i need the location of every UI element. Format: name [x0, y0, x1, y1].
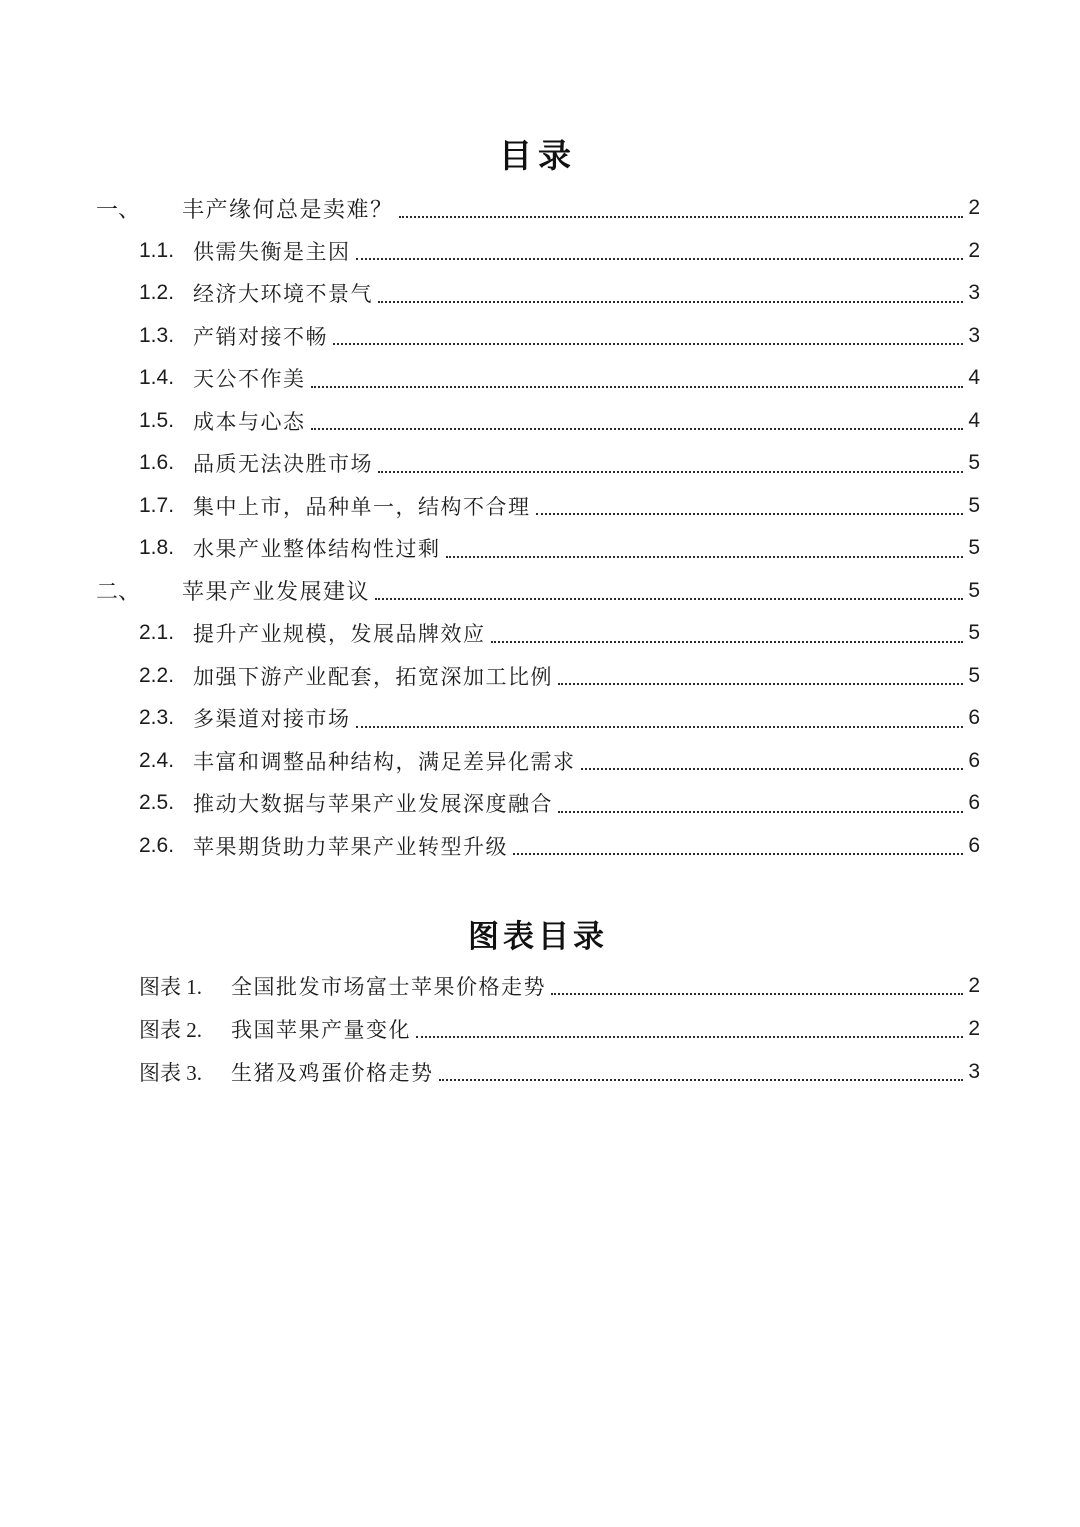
figure-entry[interactable] — [96, 1007, 980, 1050]
figure-entry[interactable] — [96, 964, 980, 1007]
toc-entry[interactable] — [96, 315, 980, 358]
toc-entry-page: 2 — [968, 238, 980, 262]
toc-leader-dots — [311, 386, 964, 388]
toc-entry-label: 推动大数据与苹果产业发展深度融合 — [193, 792, 553, 817]
toc-entry-label: 成本与心态 — [193, 409, 306, 434]
toc-entry[interactable] — [96, 272, 980, 315]
figure-entry[interactable] — [96, 1050, 980, 1093]
toc-entry-number: 1.2. — [139, 281, 175, 305]
toc-entry-label: 天公不作美 — [193, 367, 306, 392]
toc-entry-page: 4 — [968, 366, 980, 390]
toc-leader-dots — [311, 428, 964, 430]
toc-entry-number: 1.8. — [139, 536, 175, 560]
toc-entry[interactable] — [96, 442, 980, 485]
toc-entry[interactable] — [96, 485, 980, 528]
toc-entry[interactable] — [96, 740, 980, 783]
figure-entry-label: 我国苹果产量变化 — [231, 1017, 411, 1042]
toc-leader-dots — [356, 258, 964, 260]
figure-entry-label: 全国批发市场富士苹果价格走势 — [231, 974, 546, 999]
toc-entry[interactable] — [96, 570, 980, 613]
toc-entry-label: 品质无法决胜市场 — [193, 452, 373, 477]
toc-entry-page: 2 — [968, 196, 980, 220]
toc-entry-page: 5 — [968, 663, 980, 687]
toc-entry-page: 6 — [968, 833, 980, 857]
toc-entry-label: 集中上市，品种单一，结构不合理 — [193, 494, 531, 519]
toc-entry-number: 2.3. — [139, 706, 175, 730]
toc-entry[interactable] — [96, 357, 980, 400]
toc-leader-dots — [581, 768, 964, 770]
toc-entry-number: 1.7. — [139, 493, 175, 517]
toc-leader-dots — [356, 726, 964, 728]
toc-entry[interactable] — [96, 400, 980, 443]
toc-leader-dots — [378, 471, 963, 473]
toc-entry[interactable] — [96, 697, 980, 740]
toc-content — [96, 0, 980, 1093]
toc-entry-page: 6 — [968, 748, 980, 772]
toc-entry-page: 4 — [968, 408, 980, 432]
toc-leader-dots — [491, 641, 964, 643]
toc-leader-dots — [439, 1079, 964, 1081]
toc-entry[interactable] — [96, 825, 980, 868]
figure-entry-label: 生猪及鸡蛋价格走势 — [231, 1060, 434, 1085]
toc-entry-page: 5 — [968, 451, 980, 475]
toc-entry-page: 3 — [968, 281, 980, 305]
toc-leader-dots — [558, 683, 963, 685]
toc-entry-page: 3 — [968, 323, 980, 347]
figures-list — [96, 964, 980, 1093]
figure-entry-number: 图表 1. — [139, 974, 202, 999]
toc-entry-label: 苹果产业发展建议 — [182, 579, 371, 605]
toc-entry[interactable] — [96, 230, 980, 273]
toc-leader-dots — [446, 556, 964, 558]
toc-entry[interactable] — [96, 527, 980, 570]
toc-entry-label: 多渠道对接市场 — [193, 707, 351, 732]
toc-leader-dots — [375, 598, 963, 600]
toc-entry-page: 5 — [968, 578, 980, 602]
toc-entry-label: 苹果期货助力苹果产业转型升级 — [193, 834, 508, 859]
toc-entry-label: 产销对接不畅 — [193, 324, 328, 349]
toc-entry-number: 2.2. — [139, 663, 175, 687]
toc-entry-number: 2.4. — [139, 748, 175, 772]
toc-entry-label: 供需失衡是主因 — [193, 239, 351, 264]
toc-entry-label: 水果产业整体结构性过剩 — [193, 537, 441, 562]
toc-entry-number: 1.4. — [139, 366, 175, 390]
toc-leader-dots — [416, 1036, 963, 1038]
toc-entry[interactable] — [96, 655, 980, 698]
toc-entry-page: 6 — [968, 791, 980, 815]
figure-entry-number: 图表 3. — [139, 1060, 202, 1085]
toc-leader-dots — [378, 301, 963, 303]
toc-entry-label: 丰产缘何总是卖难？ — [182, 196, 394, 222]
toc-leader-dots — [333, 343, 963, 345]
toc-entry[interactable] — [96, 782, 980, 825]
toc-entry-page: 5 — [968, 536, 980, 560]
figure-entry-page: 3 — [968, 1059, 980, 1083]
toc-entry[interactable] — [96, 187, 980, 230]
toc-leader-dots — [551, 993, 963, 995]
toc-entry-number: 2.1. — [139, 621, 175, 645]
figure-entry-page: 2 — [968, 973, 980, 997]
toc-entry-label: 丰富和调整品种结构，满足差异化需求 — [193, 749, 576, 774]
toc-heading: 目录 — [499, 139, 577, 175]
toc-entry-label: 加强下游产业配套，拓宽深加工比例 — [193, 664, 553, 689]
toc-entry-number: 二、 — [96, 579, 141, 605]
toc-entry-number: 1.3. — [139, 323, 175, 347]
toc-leader-dots — [513, 853, 963, 855]
figure-entry-number: 图表 2. — [139, 1017, 202, 1042]
toc-list — [96, 187, 980, 867]
toc-entry-number: 1.5. — [139, 408, 175, 432]
toc-entry-page: 5 — [968, 621, 980, 645]
figure-entry-page: 2 — [968, 1016, 980, 1040]
toc-entry[interactable] — [96, 612, 980, 655]
figures-heading: 图表目录 — [468, 919, 608, 954]
toc-entry-number: 1.6. — [139, 451, 175, 475]
toc-entry-number: 一、 — [96, 196, 141, 222]
toc-entry-page: 6 — [968, 706, 980, 730]
toc-entry-number: 2.6. — [139, 833, 175, 857]
toc-entry-page: 5 — [968, 493, 980, 517]
toc-entry-number: 1.1. — [139, 238, 175, 262]
toc-leader-dots — [536, 513, 964, 515]
toc-entry-number: 2.5. — [139, 791, 175, 815]
toc-leader-dots — [558, 811, 963, 813]
toc-entry-label: 经济大环境不景气 — [193, 282, 373, 307]
toc-leader-dots — [399, 216, 963, 218]
toc-entry-label: 提升产业规模，发展品牌效应 — [193, 622, 486, 647]
